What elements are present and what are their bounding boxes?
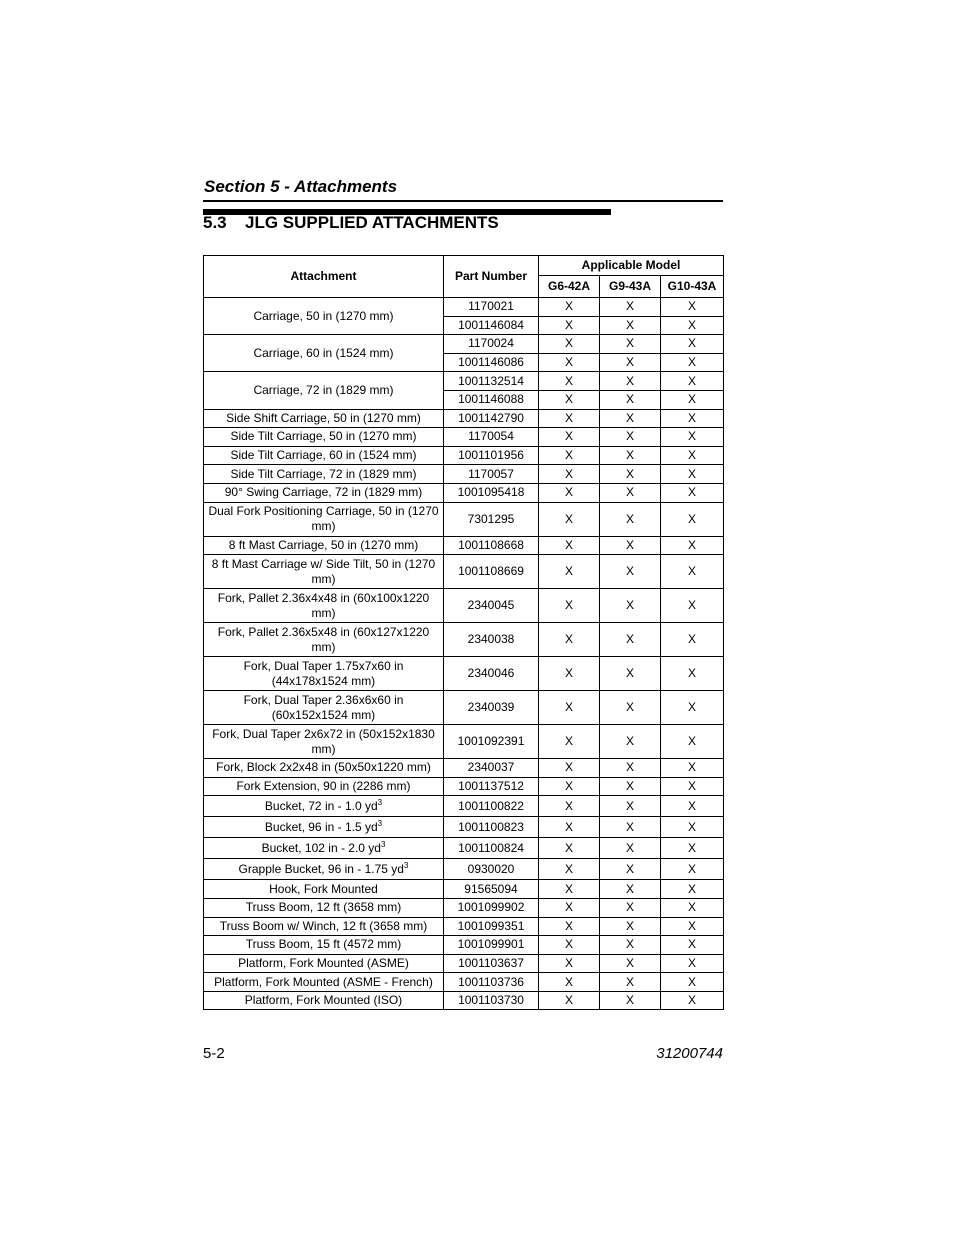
- attachment-cell: [204, 428, 444, 447]
- model-cell: X: [661, 817, 724, 838]
- attachments-table: [203, 255, 724, 1010]
- model-cell: X: [661, 623, 724, 657]
- model-cell: X: [600, 298, 661, 317]
- model-cell: X: [539, 936, 600, 955]
- model-cell: X: [600, 555, 661, 589]
- table-row: [204, 880, 724, 899]
- attachment-name: Bucket, 96 in - 1.5 yd: [264, 819, 378, 834]
- model-cell: X: [539, 973, 600, 992]
- part-number-cell: 1170021: [444, 298, 539, 317]
- attachment-name: 8 ft Mast Carriage w/ Side Tilt, 50 in (1270 mm): [211, 556, 436, 586]
- model-cell: X: [539, 796, 600, 817]
- table-row: [204, 936, 724, 955]
- model-cell: X: [539, 880, 600, 899]
- col-header-part-number: Part Number: [444, 256, 539, 298]
- attachment-cell: [204, 936, 444, 955]
- attachment-cell: [204, 483, 444, 502]
- table-row: [204, 335, 724, 354]
- model-cell: X: [600, 428, 661, 447]
- attachment-cell: [204, 880, 444, 899]
- attachment-cell: [204, 335, 444, 372]
- model-cell: X: [661, 880, 724, 899]
- table-row: [204, 589, 724, 623]
- model-cell: X: [661, 589, 724, 623]
- model-cell: X: [600, 725, 661, 759]
- model-cell: X: [539, 838, 600, 859]
- model-cell: X: [539, 777, 600, 796]
- model-cell: X: [600, 316, 661, 335]
- model-cell: X: [600, 759, 661, 778]
- model-cell: X: [600, 898, 661, 917]
- model-cell: X: [600, 353, 661, 372]
- attachment-cell: [204, 502, 444, 536]
- attachment-cell: [204, 796, 444, 817]
- model-cell: X: [661, 335, 724, 354]
- col-header-model: G10-43A: [661, 276, 724, 298]
- model-cell: X: [600, 838, 661, 859]
- model-cell: X: [661, 991, 724, 1010]
- section-header: Section 5 - Attachments: [204, 177, 398, 196]
- model-cell: X: [600, 796, 661, 817]
- superscript: 3: [377, 818, 383, 828]
- attachment-cell: [204, 372, 444, 409]
- table-row: [204, 555, 724, 589]
- model-cell: X: [539, 691, 600, 725]
- model-cell: X: [600, 589, 661, 623]
- table-row: [204, 657, 724, 691]
- model-cell: X: [600, 777, 661, 796]
- model-cell: X: [661, 917, 724, 936]
- part-number-cell: 2340039: [444, 691, 539, 725]
- attachment-name: Fork, Dual Taper 1.75x7x60 in (44x178x1524 mm): [243, 658, 404, 688]
- model-cell: X: [539, 353, 600, 372]
- part-number-cell: 91565094: [444, 880, 539, 899]
- attachment-name: Side Tilt Carriage, 50 in (1270 mm): [230, 429, 417, 444]
- model-cell: X: [661, 859, 724, 880]
- model-cell: X: [661, 777, 724, 796]
- part-number-cell: 1001108669: [444, 555, 539, 589]
- model-cell: X: [539, 446, 600, 465]
- attachment-name: Bucket, 72 in - 1.0 yd: [264, 798, 378, 813]
- model-cell: X: [600, 483, 661, 502]
- model-cell: X: [539, 817, 600, 838]
- table-row: [204, 898, 724, 917]
- model-cell: X: [539, 409, 600, 428]
- part-number-cell: 2340038: [444, 623, 539, 657]
- model-cell: X: [539, 859, 600, 880]
- model-cell: X: [539, 428, 600, 447]
- model-cell: X: [600, 390, 661, 409]
- model-cell: X: [661, 973, 724, 992]
- part-number-cell: 2340046: [444, 657, 539, 691]
- model-cell: X: [661, 390, 724, 409]
- part-number-cell: 1001099901: [444, 936, 539, 955]
- model-cell: X: [600, 536, 661, 555]
- model-cell: X: [661, 725, 724, 759]
- col-header-model: G6-42A: [539, 276, 600, 298]
- section-title: [203, 213, 499, 233]
- model-cell: X: [539, 483, 600, 502]
- model-cell: X: [600, 335, 661, 354]
- table-row: [204, 973, 724, 992]
- attachment-name: Fork Extension, 90 in (2286 mm): [236, 779, 411, 794]
- attachment-cell: [204, 859, 444, 880]
- attachment-cell: [204, 725, 444, 759]
- attachment-cell: [204, 298, 444, 335]
- model-cell: X: [539, 372, 600, 391]
- attachment-cell: [204, 817, 444, 838]
- model-cell: X: [600, 502, 661, 536]
- part-number-cell: 2340045: [444, 589, 539, 623]
- model-cell: X: [539, 759, 600, 778]
- model-cell: X: [661, 502, 724, 536]
- part-number-cell: 7301295: [444, 502, 539, 536]
- table-row: [204, 759, 724, 778]
- part-number-cell: 1001146084: [444, 316, 539, 335]
- attachment-name: Carriage, 50 in (1270 mm): [253, 308, 394, 323]
- model-cell: X: [539, 316, 600, 335]
- part-number-cell: 1001146086: [444, 353, 539, 372]
- model-cell: X: [661, 691, 724, 725]
- attachment-name: Hook, Fork Mounted: [269, 881, 378, 896]
- model-cell: X: [539, 298, 600, 317]
- document-number: 31200744: [656, 1045, 723, 1062]
- part-number-cell: 1170024: [444, 335, 539, 354]
- part-number-cell: 1001100823: [444, 817, 539, 838]
- table-row: [204, 502, 724, 536]
- attachment-name: Fork, Pallet 2.36x4x48 in (60x100x1220 mm): [217, 590, 430, 620]
- superscript: 3: [380, 839, 386, 849]
- attachment-name: Platform, Fork Mounted (ISO): [244, 993, 403, 1008]
- part-number-cell: 1001103736: [444, 973, 539, 992]
- part-number-cell: 0930020: [444, 859, 539, 880]
- model-cell: X: [600, 954, 661, 973]
- table-row: [204, 623, 724, 657]
- model-cell: X: [661, 954, 724, 973]
- part-number-cell: 1001103637: [444, 954, 539, 973]
- attachment-cell: [204, 838, 444, 859]
- section-number: 5.3: [203, 213, 227, 232]
- model-cell: X: [661, 555, 724, 589]
- attachment-cell: [204, 536, 444, 555]
- table-row: [204, 465, 724, 484]
- model-cell: X: [539, 623, 600, 657]
- page-number: 5-2: [203, 1045, 225, 1062]
- table-row: [204, 954, 724, 973]
- attachment-name: Side Tilt Carriage, 60 in (1524 mm): [230, 448, 417, 463]
- attachment-cell: [204, 657, 444, 691]
- part-number-cell: 1170054: [444, 428, 539, 447]
- model-cell: X: [661, 796, 724, 817]
- part-number-cell: 1001101956: [444, 446, 539, 465]
- part-number-cell: 1170057: [444, 465, 539, 484]
- model-cell: X: [661, 465, 724, 484]
- table-row: [204, 483, 724, 502]
- part-number-cell: 1001142790: [444, 409, 539, 428]
- model-cell: X: [600, 691, 661, 725]
- model-cell: X: [600, 973, 661, 992]
- model-cell: X: [539, 898, 600, 917]
- part-number-cell: 1001146088: [444, 390, 539, 409]
- model-cell: X: [661, 428, 724, 447]
- model-cell: X: [661, 759, 724, 778]
- model-cell: X: [539, 917, 600, 936]
- attachment-name: Grapple Bucket, 96 in - 1.75 yd: [238, 861, 404, 876]
- part-number-cell: 1001099902: [444, 898, 539, 917]
- table-row: [204, 796, 724, 817]
- attachment-cell: [204, 917, 444, 936]
- attachment-name: Carriage, 72 in (1829 mm): [253, 382, 394, 397]
- model-cell: X: [600, 859, 661, 880]
- attachment-name: Fork, Pallet 2.36x5x48 in (60x127x1220 mm): [217, 624, 430, 654]
- attachment-name: Truss Boom, 15 ft (4572 mm): [245, 937, 402, 952]
- model-cell: X: [600, 623, 661, 657]
- model-cell: X: [539, 465, 600, 484]
- attachment-name: Fork, Dual Taper 2.36x6x60 in (60x152x1524 mm): [243, 692, 404, 722]
- col-header-model: G9-43A: [600, 276, 661, 298]
- table-row: [204, 428, 724, 447]
- part-number-cell: 1001092391: [444, 725, 539, 759]
- model-cell: X: [539, 555, 600, 589]
- model-cell: X: [661, 298, 724, 317]
- attachment-name: Platform, Fork Mounted (ASME - French): [214, 974, 433, 989]
- col-header-attachment: Attachment: [204, 256, 444, 298]
- model-cell: X: [661, 316, 724, 335]
- table-row: [204, 991, 724, 1010]
- table-row: [204, 409, 724, 428]
- model-cell: X: [661, 838, 724, 859]
- part-number-cell: 1001099351: [444, 917, 539, 936]
- attachment-name: Side Tilt Carriage, 72 in (1829 mm): [230, 466, 417, 481]
- model-cell: X: [600, 917, 661, 936]
- part-number-cell: 1001095418: [444, 483, 539, 502]
- part-number-cell: 1001103730: [444, 991, 539, 1010]
- model-cell: X: [539, 657, 600, 691]
- attachment-name: 90° Swing Carriage, 72 in (1829 mm): [224, 485, 423, 500]
- model-cell: X: [600, 446, 661, 465]
- table-row: [204, 536, 724, 555]
- attachment-name: Fork, Dual Taper 2x6x72 in (50x152x1830 mm): [212, 726, 435, 756]
- model-cell: X: [661, 483, 724, 502]
- model-cell: X: [600, 409, 661, 428]
- attachment-name: Carriage, 60 in (1524 mm): [253, 345, 394, 360]
- attachment-cell: [204, 954, 444, 973]
- attachment-cell: [204, 623, 444, 657]
- model-cell: X: [600, 880, 661, 899]
- superscript: 3: [377, 797, 383, 807]
- part-number-cell: 1001132514: [444, 372, 539, 391]
- model-cell: X: [661, 936, 724, 955]
- attachment-cell: [204, 465, 444, 484]
- superscript: 3: [403, 860, 409, 870]
- model-cell: X: [539, 536, 600, 555]
- attachment-name: Side Shift Carriage, 50 in (1270 mm): [226, 410, 421, 425]
- attachment-cell: [204, 898, 444, 917]
- attachment-name: Truss Boom, 12 ft (3658 mm): [245, 900, 402, 915]
- attachment-name: 8 ft Mast Carriage, 50 in (1270 mm): [228, 537, 419, 552]
- model-cell: X: [539, 335, 600, 354]
- attachment-cell: [204, 973, 444, 992]
- attachment-name: Bucket, 102 in - 2.0 yd: [261, 840, 381, 855]
- attachment-name: Platform, Fork Mounted (ASME): [238, 955, 409, 970]
- section-title-text: JLG SUPPLIED ATTACHMENTS: [245, 213, 499, 232]
- model-cell: X: [661, 898, 724, 917]
- model-cell: X: [661, 536, 724, 555]
- model-cell: X: [539, 502, 600, 536]
- model-cell: X: [539, 589, 600, 623]
- model-cell: X: [539, 954, 600, 973]
- model-cell: X: [539, 725, 600, 759]
- table-row: [204, 777, 724, 796]
- attachment-cell: [204, 589, 444, 623]
- model-cell: X: [600, 817, 661, 838]
- model-cell: X: [661, 409, 724, 428]
- model-cell: X: [661, 372, 724, 391]
- model-cell: X: [600, 991, 661, 1010]
- attachment-cell: [204, 446, 444, 465]
- attachment-name: Dual Fork Positioning Carriage, 50 in (1270 mm): [208, 504, 439, 534]
- model-cell: X: [600, 465, 661, 484]
- part-number-cell: 1001108668: [444, 536, 539, 555]
- table-row: [204, 917, 724, 936]
- model-cell: X: [600, 372, 661, 391]
- table-row: [204, 817, 724, 838]
- model-cell: X: [600, 657, 661, 691]
- part-number-cell: 2340037: [444, 759, 539, 778]
- model-cell: X: [661, 657, 724, 691]
- model-cell: X: [661, 446, 724, 465]
- model-cell: X: [539, 390, 600, 409]
- table-row: [204, 446, 724, 465]
- table-body: [204, 298, 724, 1010]
- table-row: [204, 372, 724, 391]
- part-number-cell: 1001137512: [444, 777, 539, 796]
- col-header-applicable-model: Applicable Model: [539, 256, 724, 276]
- attachment-cell: [204, 555, 444, 589]
- attachment-cell: [204, 991, 444, 1010]
- attachment-cell: [204, 409, 444, 428]
- attachment-name: Truss Boom w/ Winch, 12 ft (3658 mm): [219, 918, 428, 933]
- model-cell: X: [661, 353, 724, 372]
- attachment-cell: [204, 691, 444, 725]
- table-row: [204, 298, 724, 317]
- model-cell: X: [600, 936, 661, 955]
- attachment-name: Fork, Block 2x2x48 in (50x50x1220 mm): [216, 760, 431, 775]
- table-row: [204, 838, 724, 859]
- model-cell: X: [539, 991, 600, 1010]
- table-row: [204, 859, 724, 880]
- table-row: [204, 725, 724, 759]
- attachment-cell: [204, 759, 444, 778]
- attachment-cell: [204, 777, 444, 796]
- part-number-cell: 1001100822: [444, 796, 539, 817]
- part-number-cell: 1001100824: [444, 838, 539, 859]
- header-rule: [203, 200, 723, 202]
- table-row: [204, 691, 724, 725]
